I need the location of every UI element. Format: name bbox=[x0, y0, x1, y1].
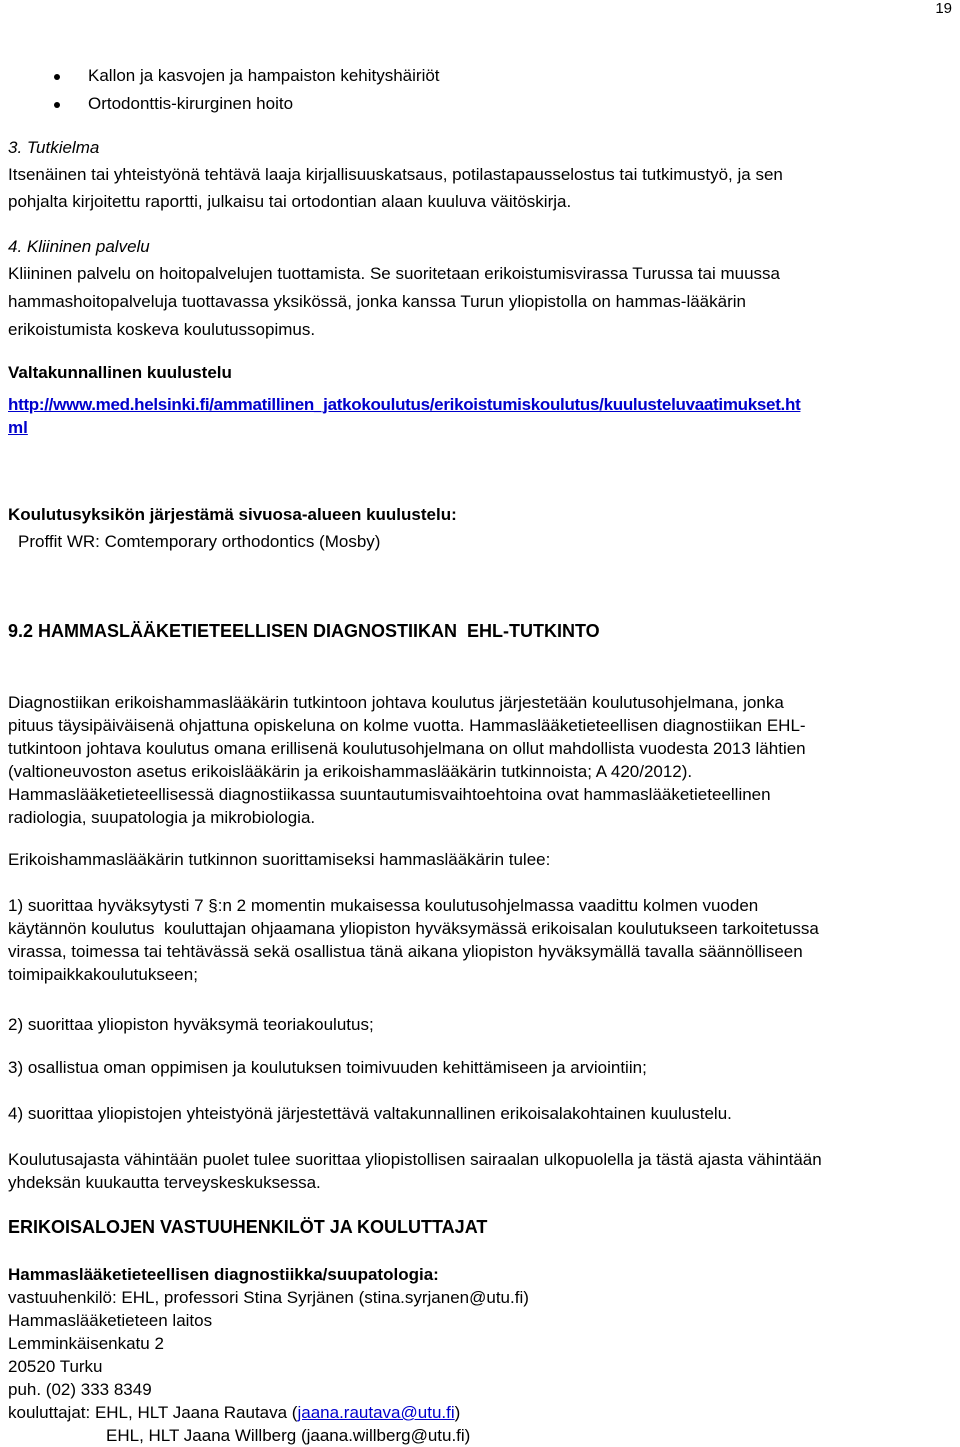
section-4-kliininen-palvelu bbox=[8, 235, 952, 341]
list-item: Kallon ja kasvojen ja hampaiston kehityshäiriöt bbox=[50, 62, 440, 90]
paragraph-line: tutkintoon johtava koulutus omana erillisenä koulutusohjelmana on ollut mahdollista vuodesta 2013 lähtien bbox=[8, 739, 806, 758]
contact-line: 20520 Turku bbox=[8, 1357, 103, 1376]
section-3-tutkielma bbox=[8, 136, 952, 213]
section-9-2-heading: 9.2 HAMMASLÄÄKETIETEELLISEN DIAGNOSTIIKAN EHL-TUTKINTO bbox=[8, 621, 600, 641]
responsible-persons-section bbox=[8, 1216, 952, 1239]
requirement-2 bbox=[8, 1013, 952, 1036]
trainer-2-line: EHL, HLT Jaana Willberg (jaana.willberg@utu.fi) bbox=[106, 1426, 471, 1445]
contact-line: Hammaslääketieteen laitos bbox=[8, 1311, 213, 1330]
paragraph-line: radiologia, suupatologia ja mikrobiologia. bbox=[8, 808, 316, 827]
paragraph-line: virassa, toimessa tai tehtävässä sekä osallistua tänä aikana yliopiston hyväksymällä tavalla säännölliseen bbox=[8, 942, 803, 961]
national-exam-section bbox=[8, 361, 952, 439]
paragraph-line: Diagnostiikan erikoishammaslääkärin tutkintoon johtava koulutus järjestetään koulutusohjelmana, jonka bbox=[8, 693, 784, 712]
requirement-1 bbox=[8, 894, 952, 986]
unit-exam-book: Proffit WR: Comtemporary orthodontics (Mosby) bbox=[18, 532, 381, 551]
requirement-4 bbox=[8, 1102, 952, 1125]
bullet-list bbox=[50, 62, 440, 118]
paragraph-line: 2) suorittaa yliopiston hyväksymä teoriakoulutus; bbox=[8, 1015, 374, 1034]
paragraph-line: pohjalta kirjoitettu raportti, julkaisu tai ortodontian alaan kuuluva väitöskirja. bbox=[8, 192, 572, 211]
exam-requirements-link-cont[interactable]: ml bbox=[8, 418, 28, 437]
trainers-line bbox=[8, 1401, 952, 1424]
diagnostics-subheading: Hammaslääketieteellisen diagnostiikka/suupatologia: bbox=[8, 1265, 439, 1284]
contact-line: puh. (02) 333 8349 bbox=[8, 1380, 152, 1399]
unit-exam-heading: Koulutusyksikön järjestämä sivuosa-alueen kuulustelu: bbox=[8, 505, 457, 524]
paragraph-line: käytännön koulutus kouluttajan ohjaamana yliopiston hyväksymässä erikoisalan koulutukseen tarkoitetussa bbox=[8, 919, 819, 938]
contact-line: Lemminkäisenkatu 2 bbox=[8, 1334, 164, 1353]
paragraph-line: Erikoishammaslääkärin tutkinnon suorittamiseksi hammaslääkärin tulee: bbox=[8, 850, 551, 869]
trainers-suffix: ) bbox=[454, 1403, 461, 1422]
paragraph-line: yhdeksän kuukautta terveyskeskuksessa. bbox=[8, 1173, 321, 1192]
section-9-2 bbox=[8, 620, 952, 643]
diagnostics-contacts bbox=[8, 1263, 952, 1447]
list-item: Ortodonttis-kirurginen hoito bbox=[50, 90, 440, 118]
paragraph-line: pituus täysipäiväisenä ohjattuna opiskeluna on kolme vuotta. Hammaslääketieteellisen diagnostiikan EHL- bbox=[8, 716, 806, 735]
section-9-2-paragraph-1 bbox=[8, 691, 952, 829]
requirement-3 bbox=[8, 1056, 952, 1079]
paragraph-line: erikoistumista koskeva koulutussopimus. bbox=[8, 320, 316, 339]
paragraph-line: toimipaikkakoulutukseen; bbox=[8, 965, 198, 984]
paragraph-line: Itsenäinen tai yhteistyönä tehtävä laaja kirjallisuuskatsaus, potilastapausselostus tai tutkimustyö, ja sen bbox=[8, 165, 783, 184]
training-time-paragraph bbox=[8, 1148, 952, 1194]
unit-exam-section bbox=[8, 503, 952, 553]
paragraph-line: hammashoitopalveluja tuottavassa yksikössä, jonka kanssa Turun yliopistolla on hammas-lääkärin bbox=[8, 292, 746, 311]
paragraph-line: (valtioneuvoston asetus erikoislääkärin ja erikoishammaslääkärin tutkinnoista; A 420/2012). bbox=[8, 762, 693, 781]
requirements-intro bbox=[8, 848, 952, 871]
bullet-dot-icon bbox=[54, 74, 60, 80]
national-exam-heading: Valtakunnallinen kuulustelu bbox=[8, 363, 232, 382]
paragraph-line: Koulutusajasta vähintään puolet tulee suorittaa yliopistollisen sairaalan ulkopuolella ja tästä ajasta vähintään bbox=[8, 1150, 822, 1169]
section-4-heading: 4. Kliininen palvelu bbox=[8, 237, 150, 256]
section-3-heading: 3. Tutkielma bbox=[8, 138, 100, 157]
paragraph-line: 4) suorittaa yliopistojen yhteistyönä järjestettävä valtakunnallinen erikoisalakohtainen kuulustelu. bbox=[8, 1104, 732, 1123]
paragraph-line: Kliininen palvelu on hoitopalvelujen tuottamista. Se suoritetaan erikoistumisvirassa Turussa tai muussa bbox=[8, 264, 781, 283]
contact-line: vastuuhenkilö: EHL, professori Stina Syrjänen (stina.syrjanen@utu.fi) bbox=[8, 1288, 529, 1307]
paragraph-line: 3) osallistua oman oppimisen ja koulutuksen toimivuuden kehittämiseen ja arviointiin; bbox=[8, 1058, 647, 1077]
exam-requirements-link[interactable]: http://www.med.helsinki.fi/ammatillinen_jatkokoulutus/erikoistumiskoulutus/kuulusteluvaatimukset.ht bbox=[8, 395, 801, 414]
paragraph-line: 1) suorittaa hyväksytysti 7 §:n 2 momentin mukaisessa koulutusohjelmassa vaadittu kolmen vuoden bbox=[8, 896, 759, 915]
paragraph-line: Hammaslääketieteellisessä diagnostiikassa suuntautumisvaihtoehtoina ovat hammaslääketieteellinen bbox=[8, 785, 771, 804]
trainer-email-link[interactable]: jaana.rautava@utu.fi bbox=[297, 1403, 455, 1422]
trainers-prefix: kouluttajat: EHL, HLT Jaana Rautava ( bbox=[8, 1403, 298, 1422]
responsible-heading: ERIKOISALOJEN VASTUUHENKILÖT JA KOULUTTAJAT bbox=[8, 1217, 488, 1237]
bullet-dot-icon bbox=[54, 102, 60, 108]
page-number: 19 bbox=[935, 0, 952, 17]
